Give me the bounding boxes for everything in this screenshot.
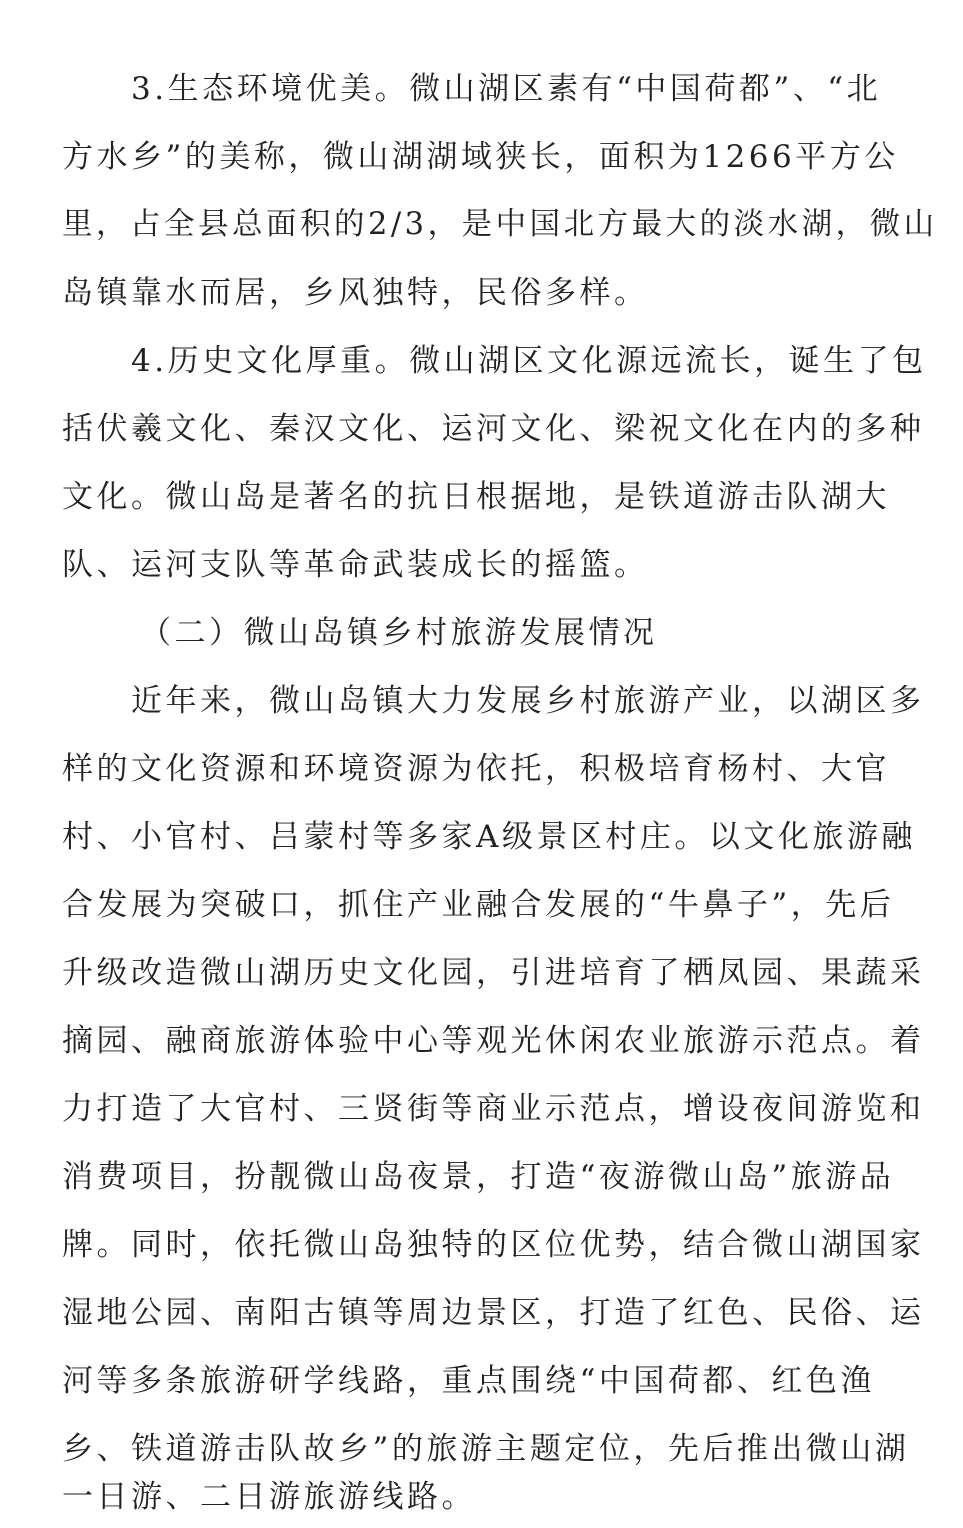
body-line-1: 近年来，微山岛镇大力发展乡村旅游产业，以湖区多 (131, 683, 925, 719)
para-4-line-3: 文化。微山岛是著名的抗日根据地，是铁道游击队湖大 (62, 479, 890, 515)
body-line-3: 村、小官村、吕蒙村等多家A级景区村庄。以文化旅游融 (62, 819, 916, 855)
body-line-6: 摘园、融商旅游体验中心等观光休闲农业旅游示范点。着 (62, 1023, 925, 1059)
para-3-line-3: 里，占全县总面积的2/3，是中国北方最大的淡水湖，微山 (62, 207, 938, 242)
para-4-line-1: 4.历史文化厚重。微山湖区文化源远流长，诞生了包 (131, 343, 927, 379)
para-3-line-2: 方水乡”的美称，微山湖湖域狭长，面积为1266平方公 (62, 139, 899, 175)
para-3-line-4: 岛镇靠水而居，乡风独特，民俗多样。 (62, 275, 649, 311)
body-line-7: 力打造了大官村、三贤街等商业示范点，增设夜间游览和 (62, 1091, 925, 1127)
body-line-11: 河等多条旅游研学线路，重点围绕“中国荷都、红色渔 (62, 1363, 875, 1399)
para-4-line-4: 队、运河支队等革命武装成长的摇篮。 (62, 547, 649, 583)
para-4-line-2: 括伏羲文化、秦汉文化、运河文化、梁祝文化在内的多种 (62, 411, 925, 447)
body-line-5: 升级改造微山湖历史文化园，引进培育了栖凤园、果蔬采 (62, 955, 925, 991)
body-line-10: 湿地公园、南阳古镇等周边景区，打造了红色、民俗、运 (62, 1295, 925, 1331)
body-line-8: 消费项目，扮靓微山岛夜景，打造“夜游微山岛”旅游品 (62, 1159, 895, 1195)
para-3-line-1: 3.生态环境优美。微山湖区素有“中国荷都”、“北 (131, 71, 882, 107)
body-line-12: 乡、铁道游击队故乡”的旅游主题定位，先后推出微山湖 (62, 1431, 910, 1467)
section-heading: （二）微山岛镇乡村旅游发展情况 (140, 615, 658, 651)
body-line-4: 合发展为突破口，抓住产业融合发展的“牛鼻子”，先后 (62, 887, 895, 923)
body-line-13: 一日游、二日游旅游线路。 (62, 1479, 476, 1515)
body-line-9: 牌。同时，依托微山岛独特的区位优势，结合微山湖国家 (62, 1227, 925, 1263)
body-line-2: 样的文化资源和环境资源为依托，积极培育杨村、大官 (62, 751, 890, 787)
